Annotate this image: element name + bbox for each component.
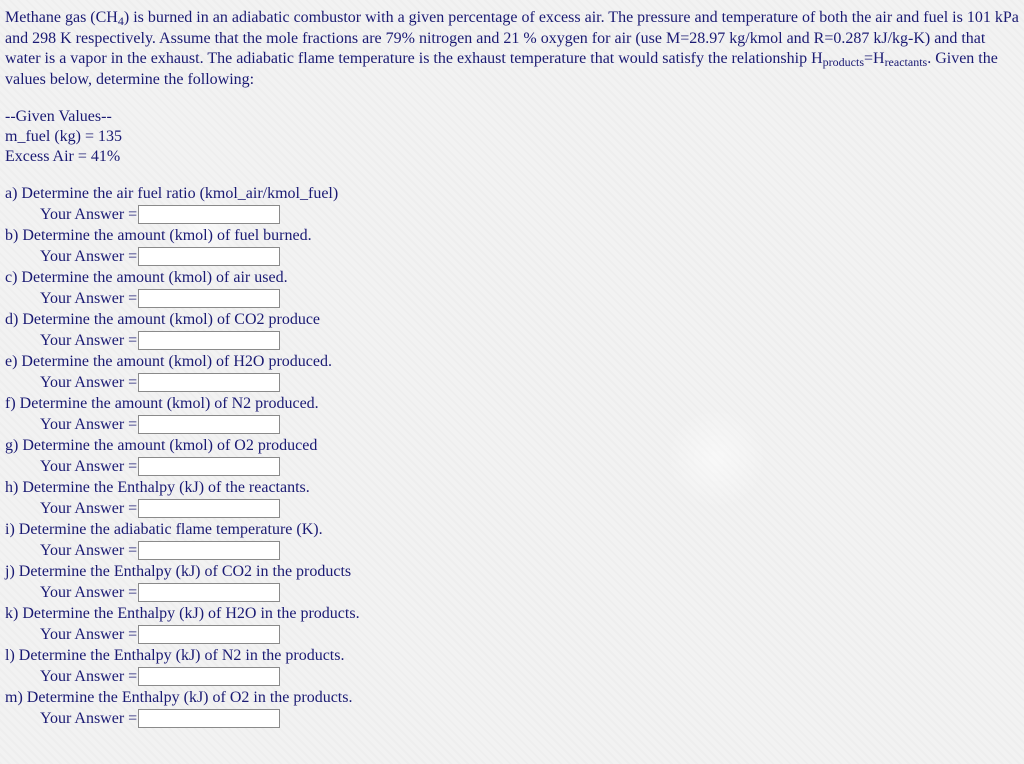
- answer-row: [5, 205, 1019, 226]
- question-f: [5, 394, 1019, 436]
- answer-input-e[interactable]: [138, 373, 280, 392]
- given-header: --Given Values--: [5, 108, 112, 125]
- question-k: [5, 604, 1019, 646]
- question-text: h) Determine the Enthalpy (kJ) of the reactants.: [5, 479, 310, 496]
- answer-input-b[interactable]: [138, 247, 280, 266]
- answer-label: Your Answer =: [40, 206, 138, 223]
- answer-label: Your Answer =: [40, 710, 138, 727]
- answer-row: [5, 457, 1019, 478]
- question-text: m) Determine the Enthalpy (kJ) of O2 in the products.: [5, 689, 353, 706]
- answer-row: [5, 499, 1019, 520]
- question-text: a) Determine the air fuel ratio (kmol_air/kmol_fuel): [5, 185, 339, 202]
- answer-label: Your Answer =: [40, 416, 138, 433]
- answer-row: [5, 247, 1019, 268]
- question-g: [5, 436, 1019, 478]
- answer-label: Your Answer =: [40, 584, 138, 601]
- answer-input-f[interactable]: [138, 415, 280, 434]
- question-list: [5, 184, 1019, 730]
- question-text: i) Determine the adiabatic flame temperature (K).: [5, 521, 323, 538]
- answer-row: [5, 289, 1019, 310]
- question-text: l) Determine the Enthalpy (kJ) of N2 in the products.: [5, 647, 345, 664]
- question-text: d) Determine the amount (kmol) of CO2 produce: [5, 311, 321, 328]
- answer-label: Your Answer =: [40, 458, 138, 475]
- answer-input-l[interactable]: [138, 667, 280, 686]
- answer-label: Your Answer =: [40, 248, 138, 265]
- problem-statement: [5, 8, 1019, 90]
- answer-row: [5, 709, 1019, 730]
- answer-input-k[interactable]: [138, 625, 280, 644]
- ch4-subscript: 4: [117, 14, 124, 28]
- answer-input-m[interactable]: [138, 709, 280, 728]
- answer-input-h[interactable]: [138, 499, 280, 518]
- question-m: [5, 688, 1019, 730]
- question-a: [5, 184, 1019, 226]
- question-j: [5, 562, 1019, 604]
- answer-label: Your Answer =: [40, 332, 138, 349]
- answer-row: [5, 541, 1019, 562]
- answer-input-a[interactable]: [138, 205, 280, 224]
- question-e: [5, 352, 1019, 394]
- answer-row: [5, 625, 1019, 646]
- answer-label: Your Answer =: [40, 500, 138, 517]
- answer-input-j[interactable]: [138, 583, 280, 602]
- question-d: [5, 310, 1019, 352]
- products-subscript: products: [822, 55, 864, 69]
- question-text: k) Determine the Enthalpy (kJ) of H2O in the products.: [5, 605, 360, 622]
- answer-input-d[interactable]: [138, 331, 280, 350]
- question-l: [5, 646, 1019, 688]
- question-text: e) Determine the amount (kmol) of H2O produced.: [5, 353, 333, 370]
- question-text: g) Determine the amount (kmol) of O2 produced: [5, 437, 318, 454]
- answer-row: [5, 583, 1019, 604]
- given-values: [5, 107, 1019, 167]
- answer-label: Your Answer =: [40, 290, 138, 307]
- answer-label: Your Answer =: [40, 626, 138, 643]
- given-excess-air: Excess Air = 41%: [5, 148, 121, 165]
- answer-input-i[interactable]: [138, 541, 280, 560]
- reactants-subscript: reactants: [884, 55, 928, 69]
- question-text: c) Determine the amount (kmol) of air used.: [5, 269, 288, 286]
- question-text: b) Determine the amount (kmol) of fuel burned.: [5, 227, 312, 244]
- intro-equals: =H: [863, 50, 885, 67]
- answer-input-c[interactable]: [138, 289, 280, 308]
- question-i: [5, 520, 1019, 562]
- answer-row: [5, 415, 1019, 436]
- question-text: f) Determine the amount (kmol) of N2 produced.: [5, 395, 319, 412]
- answer-row: [5, 667, 1019, 688]
- answer-label: Your Answer =: [40, 542, 138, 559]
- intro-part3: . Given the values below, determine the following:: [5, 50, 998, 88]
- question-b: [5, 226, 1019, 268]
- answer-label: Your Answer =: [40, 668, 138, 685]
- given-m-fuel: m_fuel (kg) = 135: [5, 128, 122, 145]
- intro-part2: ) is burned in an adiabatic combustor with a given percentage of excess air. The pressure and temperature of both the air and fuel is 101 kPa and 298 K respectively. Assume that the mole fractions are 79% nitrogen and 21 % oxygen for air (use M=28.97 kg/kmol and R=0.287 kJ/kg-K) and that water is a vapor in the exhaust. The adiabatic flame temperature is the exhaust temperature that would satisfy the relationship H: [5, 9, 1019, 67]
- question-text: j) Determine the Enthalpy (kJ) of CO2 in the products: [5, 563, 352, 580]
- question-h: [5, 478, 1019, 520]
- question-c: [5, 268, 1019, 310]
- answer-row: [5, 331, 1019, 352]
- answer-label: Your Answer =: [40, 374, 138, 391]
- answer-row: [5, 373, 1019, 394]
- intro-part1: Methane gas (CH: [5, 9, 118, 26]
- answer-input-g[interactable]: [138, 457, 280, 476]
